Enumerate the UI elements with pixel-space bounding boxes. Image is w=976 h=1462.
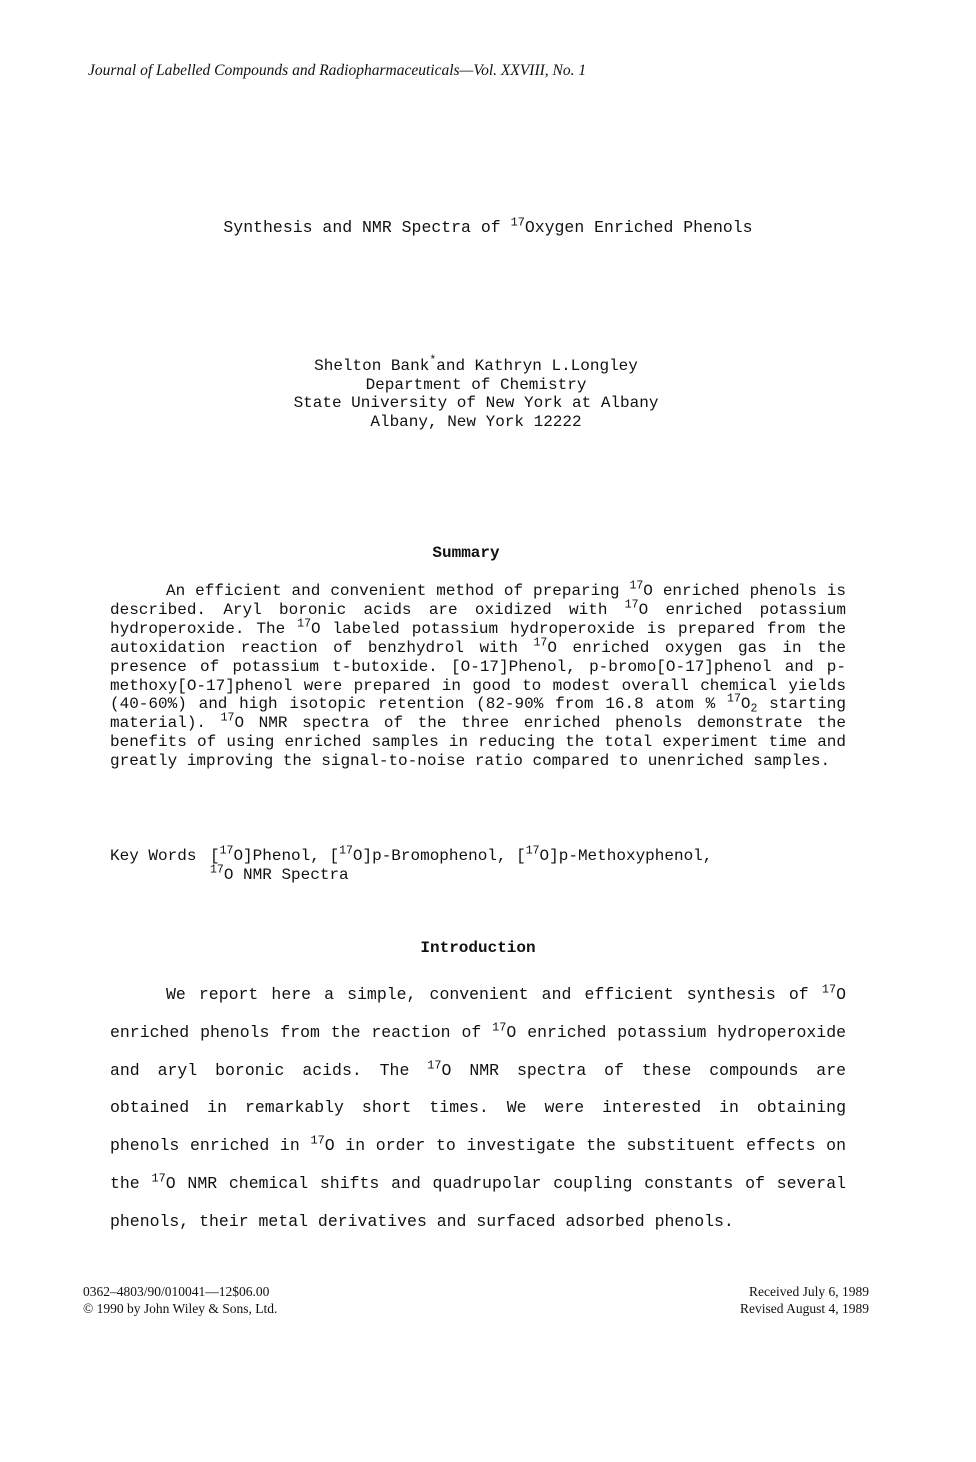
isotope-superscript: 17	[310, 1133, 325, 1148]
intro-text-part: O enriched phenols from the reaction of	[110, 985, 846, 1042]
affiliation-city: Albany, New York 12222	[370, 412, 582, 431]
summary-text-part: starting material).	[110, 695, 846, 733]
keywords-label: Key Words	[110, 847, 197, 865]
isotope-superscript: 17	[492, 1020, 507, 1035]
title-text-pre: Synthesis and NMR Spectra of	[223, 218, 511, 237]
keywords	[110, 844, 846, 885]
isotope-superscript: 17	[151, 1171, 166, 1186]
keywords-list	[210, 844, 713, 885]
intro-text-part: O in order to investigate the substituent effects on the	[110, 1136, 846, 1193]
corresponding-author-marker: *	[429, 354, 437, 368]
isotope-superscript: 17	[533, 636, 548, 650]
summary-text-part: An efficient and convenient method of preparing	[166, 582, 630, 600]
bracket: [	[210, 847, 220, 865]
keyword: O]p-Bromophenol, [	[352, 847, 526, 865]
intro-text-part: O NMR spectra of these compounds are obtained in remarkably short times. We were interested in obtaining phenols enriched in	[110, 1060, 846, 1156]
author-line	[0, 354, 952, 376]
isotope-superscript: 17	[220, 712, 235, 726]
journal-header: Journal of Labelled Compounds and Radiopharmaceuticals—Vol. XXVIII, No. 1	[88, 62, 587, 79]
summary-text-part: O	[740, 695, 751, 714]
isotope-superscript: 17	[210, 863, 224, 877]
title-superscript: 17	[510, 215, 525, 230]
intro-text-part: O NMR chemical shifts and quadrupolar coupling constants of several phenols, their metal derivatives and surfaced adsorbed phenols.	[110, 1173, 846, 1231]
isotope-superscript: 17	[219, 844, 234, 858]
received-date: Received July 6, 1989	[749, 1284, 869, 1299]
title-text-post: Oxygen Enriched Phenols	[524, 218, 753, 237]
isotope-superscript: 17	[525, 844, 540, 858]
keyword: O NMR Spectra	[223, 865, 349, 884]
isotope-superscript: 17	[624, 598, 639, 612]
footer-publication-info	[83, 1283, 277, 1317]
keyword: O]Phenol, [	[233, 847, 340, 865]
isotope-superscript: 17	[727, 693, 741, 707]
subscript: 2	[750, 702, 758, 716]
summary-text-part: O enriched potassium hydroperoxide. The	[110, 600, 847, 638]
isotope-superscript: 17	[297, 617, 311, 631]
paper-title	[0, 215, 976, 237]
isotope-superscript: 17	[629, 579, 644, 593]
author-block	[0, 354, 952, 431]
introduction-paragraph	[110, 976, 846, 1241]
isotope-superscript: 17	[427, 1058, 442, 1073]
affiliation-university: State University of New York at Albany	[293, 394, 659, 413]
summary-text-part: O enriched phenols is described. Aryl boronic acids are oxidized with	[110, 582, 846, 619]
copyright: © 1990 by John Wiley & Sons, Ltd.	[83, 1301, 278, 1316]
footer-dates	[740, 1283, 869, 1317]
intro-text-part: O enriched potassium hydroperoxide and aryl boronic acids. The	[110, 1022, 846, 1080]
summary-text-part: O enriched oxygen gas in the presence of potassium t-butoxide. [O-17]Phenol, p-bromo[O-17]phenol and p-methoxy[O-17]phenol were prepared in good to modest overall chemical yields (40-60%) and high isotopic retention (82-90% from 16.8 atom %	[110, 638, 846, 714]
isotope-superscript: 17	[821, 982, 837, 997]
author-1: Shelton Bank	[314, 357, 430, 375]
revised-date: Revised August 4, 1989	[739, 1301, 869, 1316]
summary-text-part: O NMR spectra of the three enriched phenols demonstrate the benefits of using enriched samples in reducing the total experiment time and greatly improving the signal-to-noise ratio compared to unenriched samples.	[110, 714, 846, 771]
introduction-heading: Introduction	[420, 939, 536, 957]
summary-text-part: O labeled potassium hydroperoxide is prepared from the autoxidation reaction of benzhydrol with	[110, 619, 846, 657]
isotope-superscript: 17	[339, 844, 353, 858]
keywords-row	[110, 844, 846, 885]
summary-paragraph	[110, 579, 847, 771]
keyword: O]p-Methoxyphenol,	[539, 847, 713, 865]
intro-text-part: We report here a simple, convenient and efficient synthesis of	[166, 985, 822, 1004]
summary-heading: Summary	[432, 544, 500, 562]
issn-price-code: 0362–4803/90/010041—12$06.00	[83, 1284, 270, 1299]
affiliation-department: Department of Chemistry	[365, 375, 587, 394]
author-2: and Kathryn L.Longley	[436, 357, 638, 375]
